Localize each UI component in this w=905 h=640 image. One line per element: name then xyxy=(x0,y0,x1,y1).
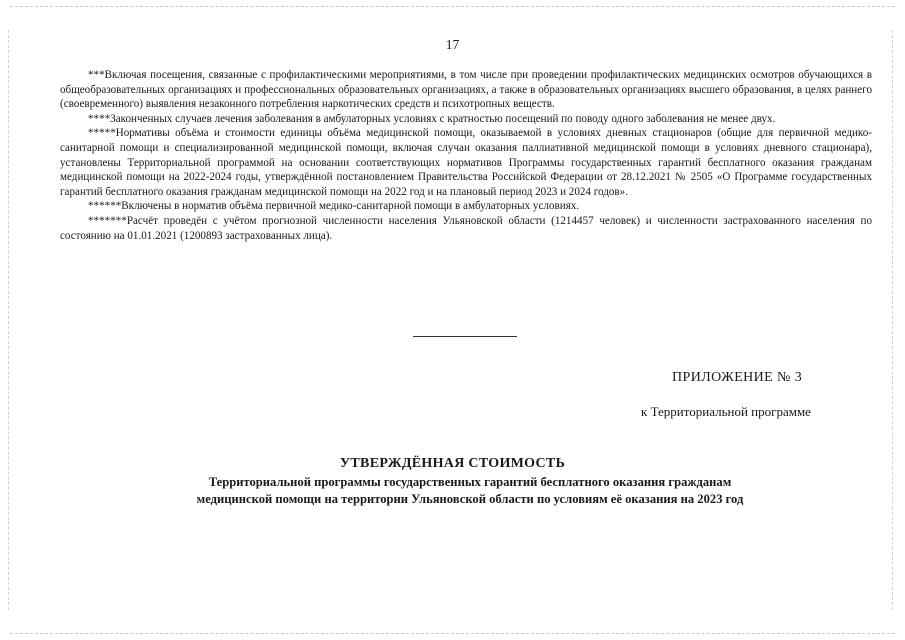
footnote-7-stars: *******Расчёт проведён с учётом прогнозной численности населения Ульяновской области (1214457 человек) и численности застрахованного населения по состоянию на 01.01.2021 (1200893 застрахованных лица). xyxy=(60,214,872,242)
scan-edge-right xyxy=(892,30,893,610)
footnote-5-stars: *****Нормативы объёма и стоимости единицы объёма медицинской помощи, оказываемой в условиях дневных стационаров (общие для первичной медико-санитарной помощи и специализированной медицинской помощи, включая случаи оказания паллиативной медицинской помощи в условиях дневного стационара), установлены Территориальной программой на основании соответствующих нормативов Программы государственных гарантий бесплатного оказания гражданам медицинской помощи на 2022-2024 годы, утверждённой постановлением Правительства Российской Федерации от 28.12.2021 № 2505 «О Программе государственных гарантий бесплатного оказания гражданам медицинской помощи на 2022 год и на плановый период 2023 и 2024 годов». xyxy=(60,127,872,198)
footnote-6-stars: ******Включены в норматив объёма первичной медико-санитарной помощи в амбулаторных условиях. xyxy=(88,200,580,213)
footnotes xyxy=(60,68,872,243)
appendix-reference: к Территориальной программе xyxy=(641,404,811,419)
document-subtitle xyxy=(100,474,840,508)
scan-edge-left xyxy=(8,30,9,610)
footnote-3-stars: ***Включая посещения, связанные с профилактическими мероприятиями, в том числе при проведении профилактических медицинских осмотров обучающихся в общеобразовательных организациях и профессиональных образовательных организациях, а также в образовательных организациях высшего образования, в целях раннего (своевременного) выявления незаконного потребления наркотических средств и психотропных веществ. xyxy=(60,69,872,111)
scan-edge-bottom xyxy=(10,633,895,634)
document-title: УТВЕРЖДЁННАЯ СТОИМОСТЬ xyxy=(339,456,566,471)
appendix-label: ПРИЛОЖЕНИЕ № 3 xyxy=(672,370,803,385)
footnote-4-stars: ****Законченных случаев лечения заболевания в амбулаторных условиях с кратностью посещений по поводу одного заболевания не менее двух. xyxy=(88,112,776,125)
page-number: 17 xyxy=(445,37,460,52)
section-divider xyxy=(413,336,517,337)
subtitle-line-1: Территориальной программы государственных гарантий бесплатного оказания гражданам xyxy=(208,475,732,489)
scan-edge-top xyxy=(10,6,895,7)
subtitle-line-2: медицинской помощи на территории Ульяновской области по условиям её оказания на 2023 год xyxy=(196,492,744,506)
